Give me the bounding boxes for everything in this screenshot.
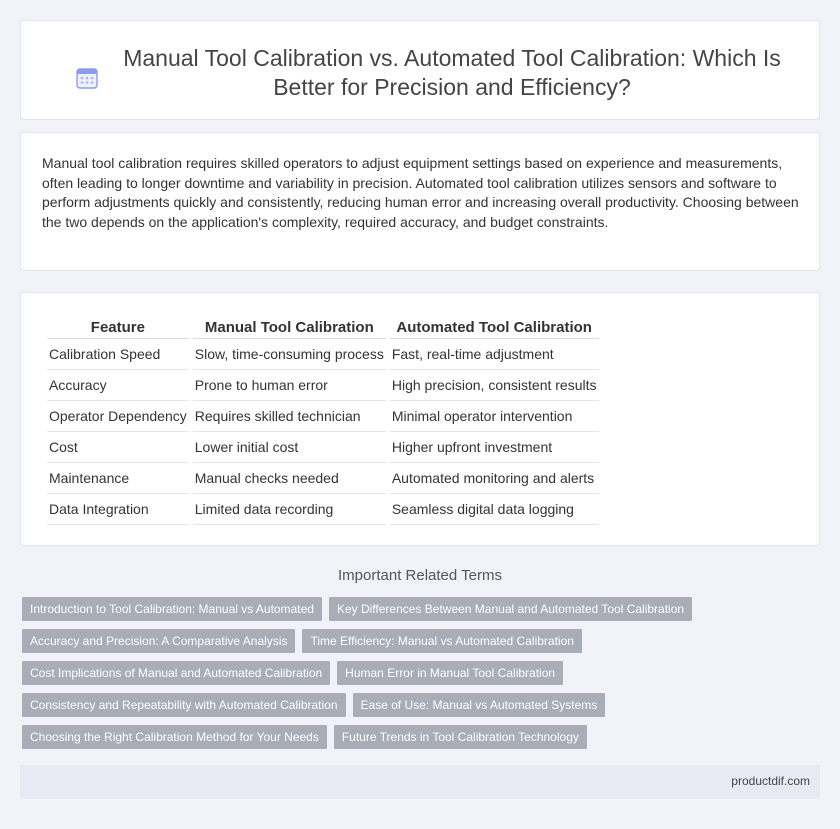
table-cell: Operator Dependency [47,401,189,432]
footer-site-link[interactable]: productdif.com [731,774,810,788]
related-term-tag[interactable]: Accuracy and Precision: A Comparative Analysis [22,629,295,653]
table-row [47,401,599,432]
table-cell: Maintenance [47,463,189,494]
column-header-feature: Feature [47,315,189,339]
table-cell: Data Integration [47,494,189,525]
table-cell: Automated monitoring and alerts [390,463,599,494]
column-header-manual: Manual Tool Calibration [193,315,386,339]
table-cell: Requires skilled technician [193,401,386,432]
related-term-tag[interactable]: Consistency and Repeatability with Automated Calibration [22,693,346,717]
related-term-tag[interactable]: Human Error in Manual Tool Calibration [337,661,563,685]
table-cell: Calibration Speed [47,339,189,370]
footer [20,765,820,799]
related-term-tag[interactable]: Time Efficiency: Manual vs Automated Calibration [302,629,581,653]
table-cell: Lower initial cost [193,432,386,463]
table-row [47,432,599,463]
table-cell: Slow, time-consuming process [193,339,386,370]
related-term-tag[interactable]: Ease of Use: Manual vs Automated Systems [353,693,606,717]
table-header-row [47,315,599,339]
comparison-table [43,315,603,525]
table-row [47,463,599,494]
column-header-automated: Automated Tool Calibration [390,315,599,339]
table-cell: Manual checks needed [193,463,386,494]
table-row [47,494,599,525]
table-cell: Minimal operator intervention [390,401,599,432]
table-cell: Prone to human error [193,370,386,401]
comparison-card [20,292,820,546]
page-title: Manual Tool Calibration vs. Automated Tool Calibration: Which Is Better for Precision and Efficiency? [123,45,781,100]
related-term-tag[interactable]: Key Differences Between Manual and Automated Tool Calibration [329,597,692,621]
table-cell: Cost [47,432,189,463]
related-term-tag[interactable]: Cost Implications of Manual and Automated Calibration [22,661,330,685]
table-cell: Limited data recording [193,494,386,525]
table-row [47,370,599,401]
related-term-tag[interactable]: Choosing the Right Calibration Method for Your Needs [22,725,327,749]
title-card [20,20,820,120]
table-cell: High precision, consistent results [390,370,599,401]
calendar-grid-icon [76,67,98,89]
related-terms-heading: Important Related Terms [338,567,502,584]
table-cell: Fast, real-time adjustment [390,339,599,370]
table-row [47,339,599,370]
related-term-tag[interactable]: Future Trends in Tool Calibration Technology [334,725,587,749]
table-cell: Higher upfront investment [390,432,599,463]
table-cell: Accuracy [47,370,189,401]
related-terms-list [22,597,712,749]
intro-card [20,132,820,271]
intro-paragraph: Manual tool calibration requires skilled operators to adjust equipment settings based on experience and measurements, often leading to longer downtime and variability in precision. Automated tool calibration utilizes sensors and software to perform adjustments quickly and consistently, reducing human error and increasing overall productivity. Choosing between the two depends on the application's complexity, required accuracy, and budget constraints. [42,155,799,230]
table-cell: Seamless digital data logging [390,494,599,525]
related-term-tag[interactable]: Introduction to Tool Calibration: Manual vs Automated [22,597,322,621]
